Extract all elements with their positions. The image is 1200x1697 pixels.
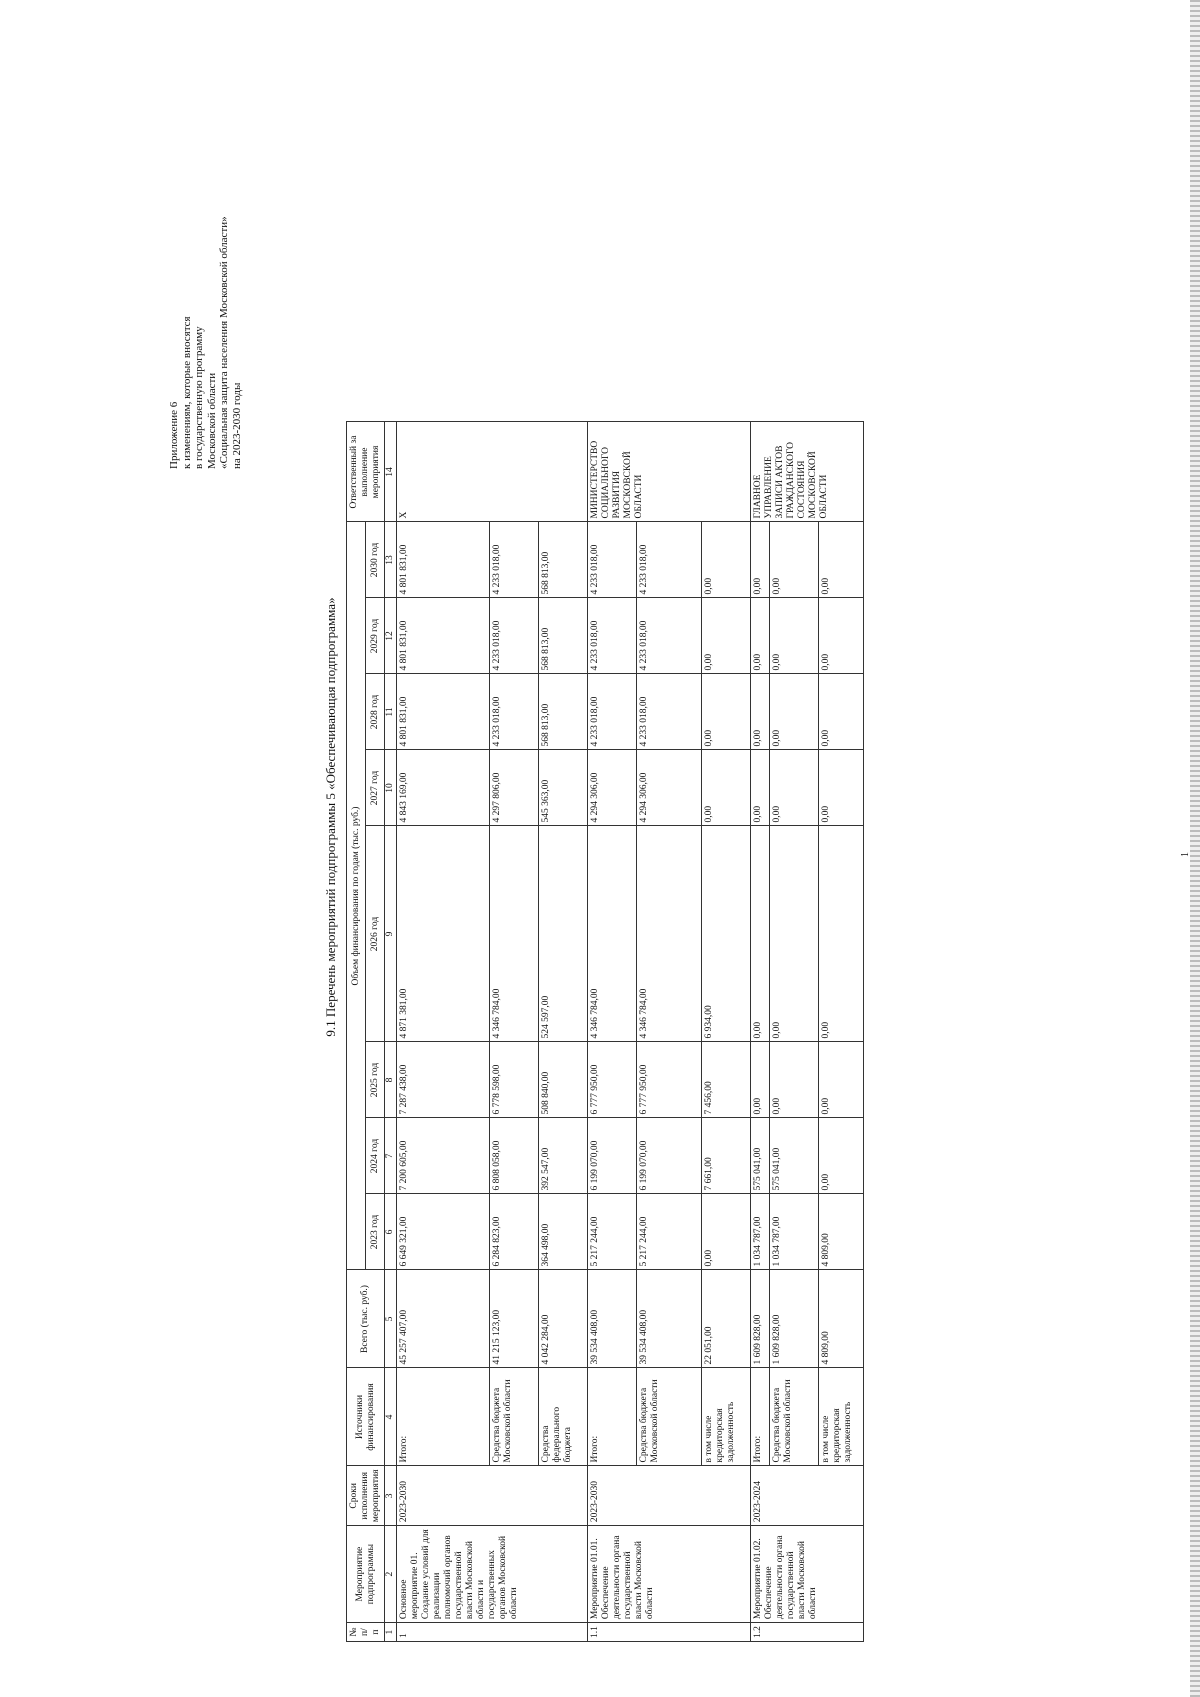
cell-year: 7 200 605,00 xyxy=(397,1118,490,1194)
cell-year: 568 813,00 xyxy=(539,598,588,674)
table-row xyxy=(490,422,539,1642)
cell-source: Средства бюджета Московской области xyxy=(637,1368,702,1466)
cell-year: 4 346 784,00 xyxy=(490,826,539,1042)
cell-year: 4 233 018,00 xyxy=(490,598,539,674)
cell-source: Средства федерального бюджета xyxy=(539,1368,588,1466)
cell-year: 0,00 xyxy=(819,826,864,1042)
cell-year: 4 801 831,00 xyxy=(397,522,490,598)
table-row xyxy=(588,422,637,1642)
cell-year: 0,00 xyxy=(819,674,864,750)
colnum: 13 xyxy=(385,522,397,598)
colnum: 1 xyxy=(385,1623,397,1642)
cell-source: Итого: xyxy=(397,1368,490,1466)
cell-year: 4 233 018,00 xyxy=(588,598,637,674)
cell-year: 4 233 018,00 xyxy=(637,674,702,750)
cell-year: 4 801 831,00 xyxy=(397,674,490,750)
cell-year: 6 199 070,00 xyxy=(637,1118,702,1194)
colnum: 10 xyxy=(385,750,397,826)
cell-year: 364 498,00 xyxy=(539,1194,588,1270)
cell-source: Средства бюджета Московской области xyxy=(490,1368,539,1466)
cell-year: 508 840,00 xyxy=(539,1042,588,1118)
header-year: 2025 год xyxy=(366,1042,385,1118)
colnum: 14 xyxy=(385,422,397,522)
colnum: 7 xyxy=(385,1118,397,1194)
table-row xyxy=(751,422,770,1642)
cell-year: 0,00 xyxy=(751,598,770,674)
cell-year: 4 294 306,00 xyxy=(588,750,637,826)
cell-year: 0,00 xyxy=(751,674,770,750)
document-title: 9.1 Перечень мероприятий подпрограммы 5 «Обеспечивающая подпрограмма» xyxy=(323,597,338,1037)
header-year: 2028 год xyxy=(366,674,385,750)
cell-year: 0,00 xyxy=(751,1042,770,1118)
cell-year: 6 777 950,00 xyxy=(588,1042,637,1118)
cell-year: 0,00 xyxy=(770,826,819,1042)
cell-year: 0,00 xyxy=(751,522,770,598)
annex-line: в государственную программу xyxy=(193,326,205,469)
cell-total: 39 534 408,00 xyxy=(588,1270,637,1368)
colnum: 5 xyxy=(385,1270,397,1368)
cell-total: 41 215 123,00 xyxy=(490,1270,539,1368)
cell-period: 2023-2030 xyxy=(397,1466,588,1526)
cell-year: 0,00 xyxy=(819,522,864,598)
annex-note xyxy=(168,9,243,469)
cell-year: 4 801 831,00 xyxy=(397,598,490,674)
cell-year: 4 233 018,00 xyxy=(588,674,637,750)
cell-year: 4 233 018,00 xyxy=(588,522,637,598)
cell-year: 4 346 784,00 xyxy=(588,826,637,1042)
cell-total: 4 042 284,00 xyxy=(539,1270,588,1368)
cell-year: 0,00 xyxy=(702,598,751,674)
page-number: 1 xyxy=(1180,852,1191,857)
header-year: 2029 год xyxy=(366,598,385,674)
cell-year: 4 233 018,00 xyxy=(637,522,702,598)
cell-year: 0,00 xyxy=(702,1194,751,1270)
header-year: 2023 год xyxy=(366,1194,385,1270)
cell-year: 4 233 018,00 xyxy=(490,674,539,750)
header-event: Мероприятие подпрограммы xyxy=(347,1526,385,1623)
cell-event: Мероприятие 01.01. Обеспечение деятельности органа государственной власти Московской области xyxy=(588,1526,751,1623)
cell-year: 0,00 xyxy=(702,674,751,750)
table-row xyxy=(539,422,588,1642)
cell-total: 39 534 408,00 xyxy=(637,1270,702,1368)
colnum: 12 xyxy=(385,598,397,674)
cell-year: 0,00 xyxy=(770,750,819,826)
cell-year: 6 934,00 xyxy=(702,826,751,1042)
cell-year: 0,00 xyxy=(751,826,770,1042)
colnum: 8 xyxy=(385,1042,397,1118)
cell-total: 4 809,00 xyxy=(819,1270,864,1368)
cell-year: 0,00 xyxy=(819,1118,864,1194)
cell-year: 5 217 244,00 xyxy=(637,1194,702,1270)
annex-line: «Социальная защита населения Московской области» xyxy=(218,216,230,469)
cell-year: 575 041,00 xyxy=(751,1118,770,1194)
cell-year: 0,00 xyxy=(702,522,751,598)
colnum: 4 xyxy=(385,1368,397,1466)
cell-period: 2023-2024 xyxy=(751,1466,864,1526)
cell-source: в том числе кредиторская задолженность xyxy=(702,1368,751,1466)
cell-year: 1 034 787,00 xyxy=(751,1194,770,1270)
header-year: 2030 год xyxy=(366,522,385,598)
cell-period: 2023-2030 xyxy=(588,1466,751,1526)
cell-responsible: МИНИСТЕРСТВО СОЦИАЛЬНОГО РАЗВИТИЯ МОСКОВСКОЙ ОБЛАСТИ xyxy=(588,422,751,522)
cell-event: Мероприятие 01.02. Обеспечение деятельности органа государственной власти Московской области xyxy=(751,1526,864,1623)
header-source: Источники финансирования xyxy=(347,1368,385,1466)
header-responsible: Ответственный за выполнение мероприятия xyxy=(347,422,385,522)
cell-year: 1 034 787,00 xyxy=(770,1194,819,1270)
header-year: 2027 год xyxy=(366,750,385,826)
column-number-row xyxy=(385,422,397,1642)
annex-line: к изменениям, которые вносятся xyxy=(180,316,193,469)
cell-year: 7 287 438,00 xyxy=(397,1042,490,1118)
annex-line: Приложение 6 xyxy=(168,401,180,469)
cell-year: 6 649 321,00 xyxy=(397,1194,490,1270)
cell-total: 22 051,00 xyxy=(702,1270,751,1368)
cell-total: 1 609 828,00 xyxy=(751,1270,770,1368)
cell-year: 0,00 xyxy=(770,674,819,750)
colnum: 9 xyxy=(385,826,397,1042)
cell-source: Итого: xyxy=(588,1368,637,1466)
cell-responsible: ГЛАВНОЕ УПРАВЛЕНИЕ ЗАПИСИ АКТОВ ГРАЖДАНСКОГО СОСТОЯНИЯ МОСКОВСКОЙ ОБЛАСТИ xyxy=(751,422,864,522)
cell-year: 6 778 598,00 xyxy=(490,1042,539,1118)
cell-year: 4 297 806,00 xyxy=(490,750,539,826)
cell-year: 0,00 xyxy=(770,1042,819,1118)
cell-source: Средства бюджета Московской области xyxy=(770,1368,819,1466)
cell-year: 568 813,00 xyxy=(539,522,588,598)
cell-year: 5 217 244,00 xyxy=(588,1194,637,1270)
annex-line: Московской области xyxy=(205,372,218,469)
colnum: 2 xyxy=(385,1526,397,1623)
cell-year: 0,00 xyxy=(702,750,751,826)
cell-event: Основное мероприятие 01. Создание условий для реализации полномочий органов государственной власти Московской области и государственных органов Московской области xyxy=(397,1526,588,1623)
cell-year: 4 843 169,00 xyxy=(397,750,490,826)
cell-year: 0,00 xyxy=(819,1042,864,1118)
cell-year: 545 363,00 xyxy=(539,750,588,826)
cell-year: 6 808 058,00 xyxy=(490,1118,539,1194)
cell-year: 4 809,00 xyxy=(819,1194,864,1270)
cell-num: 1 xyxy=(397,1623,588,1642)
cell-year: 4 294 306,00 xyxy=(637,750,702,826)
cell-num: 1.1 xyxy=(588,1623,751,1642)
cell-year: 0,00 xyxy=(770,522,819,598)
cell-year: 0,00 xyxy=(819,598,864,674)
colnum: 6 xyxy=(385,1194,397,1270)
cell-total: 45 257 407,00 xyxy=(397,1270,490,1368)
colnum: 11 xyxy=(385,674,397,750)
header-row xyxy=(347,422,366,1642)
cell-year: 392 547,00 xyxy=(539,1118,588,1194)
header-year: 2026 год xyxy=(366,826,385,1042)
cell-year: 575 041,00 xyxy=(770,1118,819,1194)
header-year: 2024 год xyxy=(366,1118,385,1194)
events-table xyxy=(346,422,864,1643)
header-volume: Объем финансирования по годам (тыс. руб.) xyxy=(347,522,366,1270)
cell-year: 4 346 784,00 xyxy=(637,826,702,1042)
cell-year: 6 777 950,00 xyxy=(637,1042,702,1118)
cell-source: Итого: xyxy=(751,1368,770,1466)
cell-year: 0,00 xyxy=(751,750,770,826)
cell-total: 1 609 828,00 xyxy=(770,1270,819,1368)
cell-source: в том числе кредиторская задолженность xyxy=(819,1368,864,1466)
cell-year: 4 233 018,00 xyxy=(637,598,702,674)
cell-year: 6 284 823,00 xyxy=(490,1194,539,1270)
cell-year: 568 813,00 xyxy=(539,674,588,750)
table-row xyxy=(819,422,864,1642)
table-row xyxy=(397,422,490,1642)
header-period: Сроки исполнения мероприятия xyxy=(347,1466,385,1526)
cell-year: 0,00 xyxy=(819,750,864,826)
cell-year: 7 661,00 xyxy=(702,1118,751,1194)
colnum: 3 xyxy=(385,1466,397,1526)
table-row xyxy=(637,422,702,1642)
header-total: Всего (тыс. руб.) xyxy=(347,1270,385,1368)
cell-year: 7 456,00 xyxy=(702,1042,751,1118)
cell-year: 4 871 381,00 xyxy=(397,826,490,1042)
cell-num: 1.2 xyxy=(751,1623,864,1642)
table-row xyxy=(770,422,819,1642)
cell-year: 0,00 xyxy=(770,598,819,674)
cell-year: 6 199 070,00 xyxy=(588,1118,637,1194)
cell-year: 524 597,00 xyxy=(539,826,588,1042)
cell-responsible: Х xyxy=(397,422,588,522)
table-row xyxy=(702,422,751,1642)
annex-line: на 2023-2030 годы xyxy=(230,382,243,469)
header-num: № п/п xyxy=(347,1623,385,1642)
cell-year: 4 233 018,00 xyxy=(490,522,539,598)
